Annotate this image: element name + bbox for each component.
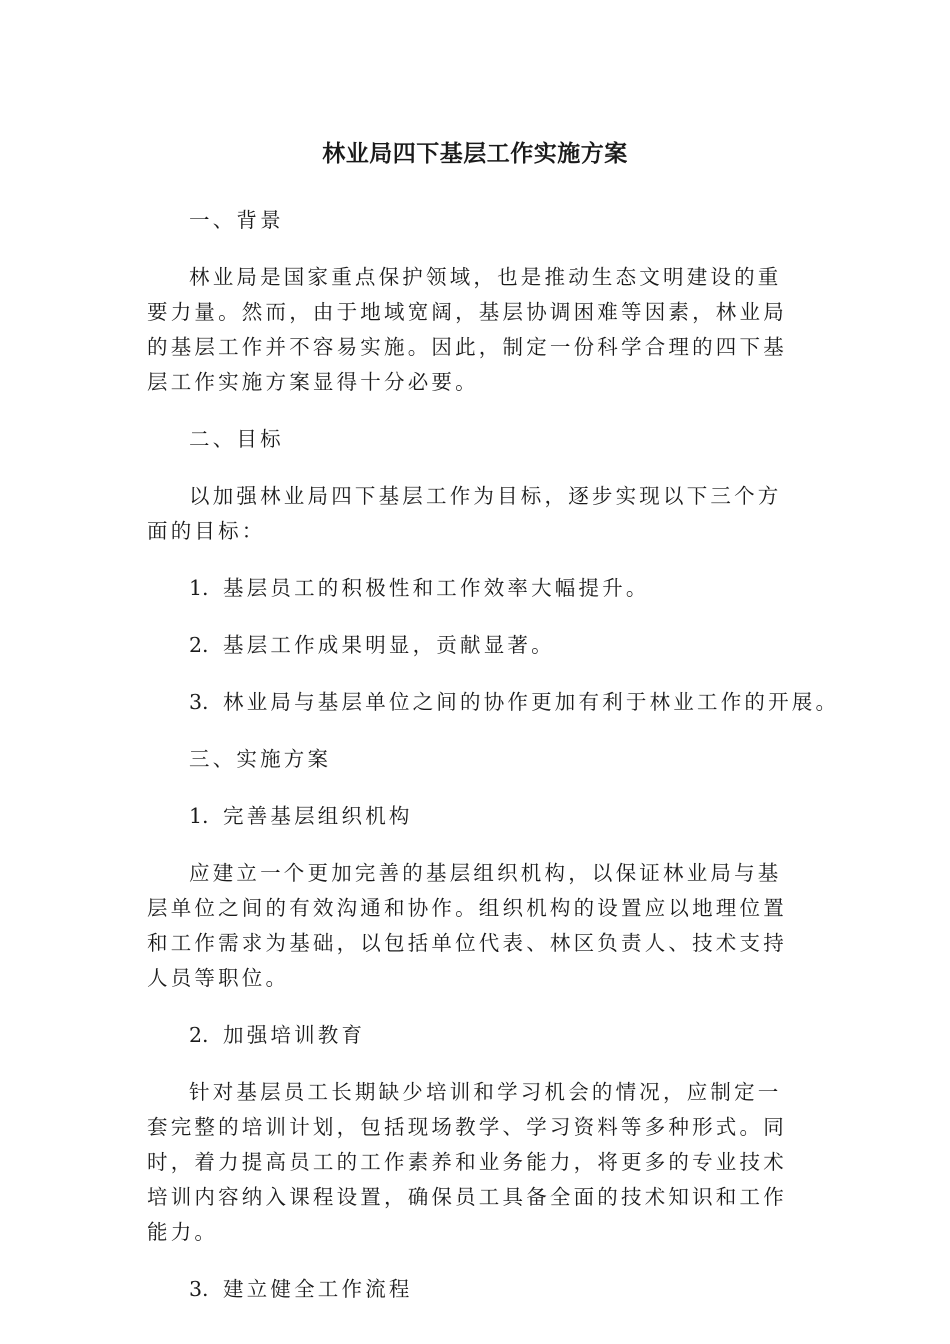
plan-number: 1. (189, 804, 209, 828)
plan-paragraph: 针对基层员工长期缺少培训和学习机会的情况，应制定一套完整的培训计划，包括现场教学、学习资料等多种形式。同时，着力提高员工的工作素养和业务能力，将更多的专业技术培训内容纳入课程设置，确保员工具备全面的技术知识和工作能力。 (147, 1080, 787, 1244)
plan-subheading (147, 799, 797, 834)
section-heading-goals: 二、目标 (189, 427, 284, 451)
plan-title: 完善基层组织机构 (223, 804, 413, 828)
goal-text: 基层工作成果明显，贡献显著。 (223, 633, 555, 657)
plan-number: 2. (189, 1023, 209, 1047)
goal-item (147, 628, 797, 663)
goals-intro-paragraph: 以加强林业局四下基层工作为目标，逐步实现以下三个方面的目标： (147, 484, 782, 543)
plan-subheading (147, 1272, 797, 1307)
goal-text: 基层员工的积极性和工作效率大幅提升。 (223, 576, 650, 600)
section-heading-background: 一、背景 (189, 208, 284, 232)
plan-title: 加强培训教育 (223, 1023, 366, 1047)
goal-item (147, 685, 840, 720)
document-title: 林业局四下基层工作实施方案 (322, 141, 628, 167)
document-body (147, 203, 840, 1329)
background-paragraph: 林业局是国家重点保护领域，也是推动生态文明建设的重要力量。然而，由于地域宽阔，基层协调困难等因素，林业局的基层工作并不容易实施。因此，制定一份科学合理的四下基层工作实施方案显得十分必要。 (147, 265, 787, 394)
goal-item (147, 571, 797, 606)
plan-paragraph: 应建立一个更加完善的基层组织机构，以保证林业局与基层单位之间的有效沟通和协作。组织机构的设置应以地理位置和工作需求为基础，以包括单位代表、林区负责人、技术支持人员等职位。 (147, 861, 787, 990)
goal-number: 1. (189, 576, 209, 600)
section-heading-plan: 三、实施方案 (189, 747, 332, 771)
plan-title: 建立健全工作流程 (223, 1277, 413, 1301)
plan-subheading (147, 1018, 797, 1053)
plan-number: 3. (189, 1277, 209, 1301)
goal-text: 林业局与基层单位之间的协作更加有利于林业工作的开展。 (223, 690, 840, 714)
goal-number: 3. (189, 690, 209, 714)
goal-number: 2. (189, 633, 209, 657)
